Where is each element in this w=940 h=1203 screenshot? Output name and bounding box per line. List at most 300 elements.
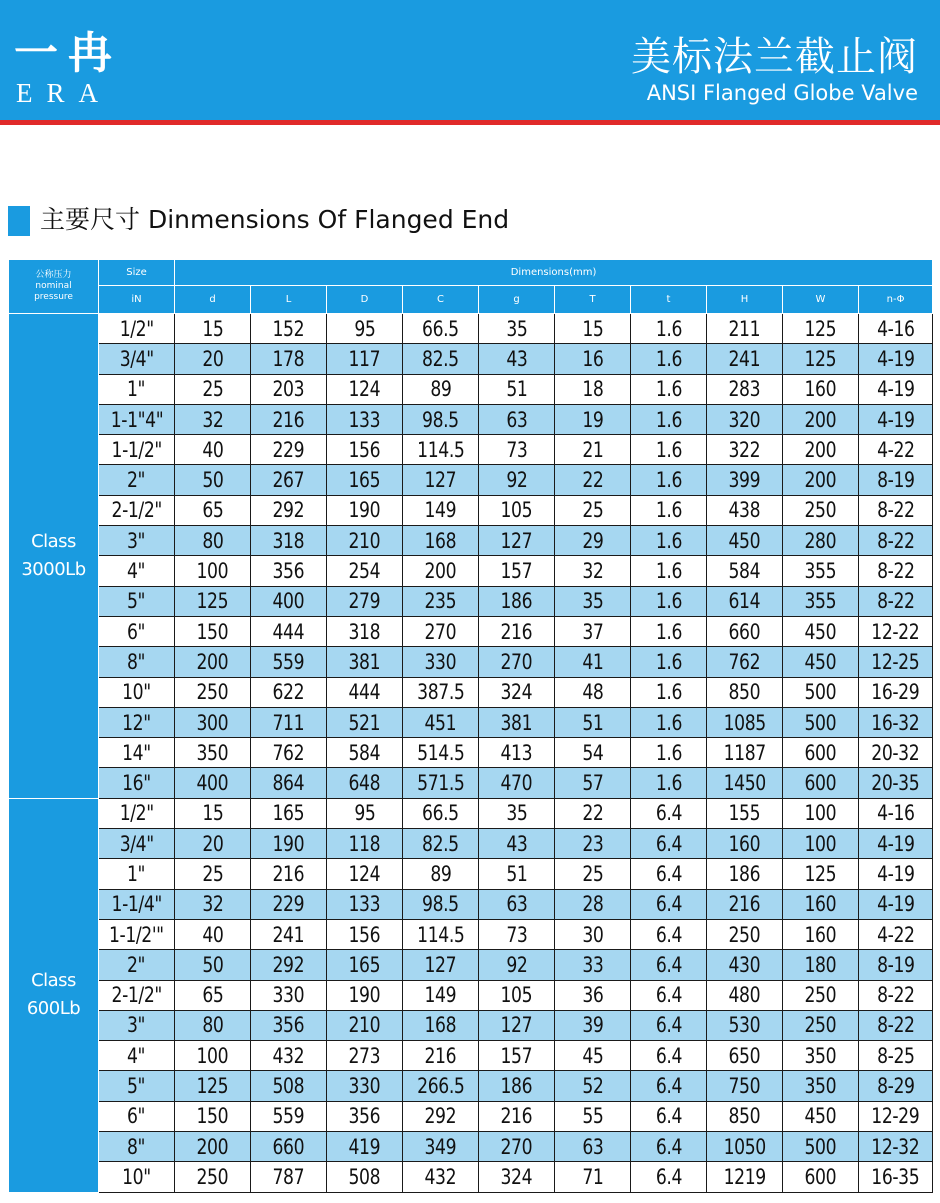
table-row: [9, 465, 933, 495]
cell-text: 250: [196, 1164, 229, 1189]
cell-text: 57: [581, 771, 604, 796]
cell-text: 330: [272, 983, 305, 1008]
cell-text: 300: [196, 710, 229, 735]
value-cell: [175, 829, 251, 859]
cell-text: 66.5: [422, 316, 459, 341]
cell-text: 200: [804, 407, 837, 432]
value-cell: [631, 465, 707, 495]
cell-text: 450: [728, 528, 761, 553]
cell-text: 279: [348, 589, 381, 614]
size-cell: [99, 829, 175, 859]
value-cell: [555, 980, 631, 1010]
cell-text: 1": [127, 861, 146, 886]
cell-text: 250: [804, 498, 837, 523]
cell-text: 125: [196, 1074, 229, 1099]
cell-text: 8-19: [876, 952, 915, 977]
size-cell: [99, 647, 175, 677]
cell-text: 318: [348, 619, 381, 644]
cell-text: 37: [581, 619, 604, 644]
cell-text: 54: [581, 740, 604, 765]
value-cell: [479, 889, 555, 919]
cell-text: 32: [201, 407, 224, 432]
size-cell: [99, 707, 175, 737]
value-cell: [327, 707, 403, 737]
pressure-class-cell: [9, 314, 99, 799]
value-cell: [403, 314, 479, 344]
cell-text: 1.6: [655, 740, 682, 765]
value-cell: [859, 647, 933, 677]
value-cell: [403, 677, 479, 707]
value-cell: [555, 1162, 631, 1192]
cell-text: 387.5: [416, 680, 465, 705]
value-cell: [327, 1041, 403, 1071]
cell-text: 381: [348, 649, 381, 674]
value-cell: [479, 495, 555, 525]
size-cell: [99, 495, 175, 525]
value-cell: [631, 1041, 707, 1071]
value-cell: [707, 616, 783, 646]
value-cell: [327, 1071, 403, 1101]
value-cell: [707, 980, 783, 1010]
cell-text: 156: [348, 922, 381, 947]
cell-text: 25: [201, 861, 224, 886]
value-cell: [783, 1162, 859, 1192]
table-row: [9, 980, 933, 1010]
cell-text: 762: [272, 740, 305, 765]
value-cell: [783, 647, 859, 677]
value-cell: [403, 889, 479, 919]
table-row: [9, 707, 933, 737]
value-cell: [631, 798, 707, 828]
cell-text: 14": [122, 740, 151, 765]
cell-text: 210: [348, 528, 381, 553]
cell-text: 32: [581, 559, 604, 584]
cell-text: 12-29: [871, 1104, 920, 1129]
value-cell: [327, 374, 403, 404]
value-cell: [327, 404, 403, 434]
pressure-cn-label: 公称压力: [35, 270, 72, 280]
cell-text: 157: [500, 1043, 533, 1068]
value-cell: [783, 465, 859, 495]
cell-text: 216: [272, 407, 305, 432]
cell-text: 100: [804, 831, 837, 856]
value-cell: [479, 1132, 555, 1162]
value-cell: [403, 768, 479, 798]
value-cell: [707, 829, 783, 859]
size-cell: [99, 1010, 175, 1040]
cell-text: 330: [348, 1074, 381, 1099]
cell-text: 444: [272, 619, 305, 644]
size-cell: [99, 677, 175, 707]
cell-text: 4-19: [876, 346, 915, 371]
value-cell: [555, 1041, 631, 1071]
cell-text: 133: [348, 892, 381, 917]
cell-text: 2": [127, 468, 146, 493]
value-cell: [783, 586, 859, 616]
size-cell: [99, 798, 175, 828]
cell-text: 530: [728, 1013, 761, 1038]
value-cell: [707, 1010, 783, 1040]
nominal-pressure-header: [9, 260, 99, 314]
table-row: [9, 859, 933, 889]
table-row: [9, 526, 933, 556]
cell-text: 1.6: [655, 528, 682, 553]
cell-text: 6": [127, 619, 146, 644]
value-cell: [479, 616, 555, 646]
cell-text: 432: [272, 1043, 305, 1068]
value-cell: [479, 707, 555, 737]
cell-text: 8-22: [876, 589, 915, 614]
value-cell: [631, 1010, 707, 1040]
cell-text: 165: [348, 952, 381, 977]
cell-text: 2-1/2": [111, 983, 162, 1008]
value-cell: [327, 1132, 403, 1162]
value-cell: [555, 435, 631, 465]
cell-text: 168: [424, 528, 457, 553]
value-cell: [403, 344, 479, 374]
value-cell: [403, 829, 479, 859]
value-cell: [327, 344, 403, 374]
value-cell: [251, 829, 327, 859]
cell-text: 15: [201, 316, 224, 341]
cell-text: 127: [500, 528, 533, 553]
cell-text: 200: [196, 1134, 229, 1159]
value-cell: [403, 707, 479, 737]
value-cell: [631, 526, 707, 556]
cell-text: 6.4: [655, 1013, 682, 1038]
value-cell: [403, 1010, 479, 1040]
table-row: [9, 1010, 933, 1040]
table-row: [9, 1162, 933, 1192]
column-header-5: T: [555, 286, 631, 314]
cell-text: 8-22: [876, 1013, 915, 1038]
cell-text: 1.6: [655, 437, 682, 462]
table-row: [9, 950, 933, 980]
value-cell: [403, 919, 479, 949]
cell-text: 4-19: [876, 407, 915, 432]
value-cell: [555, 465, 631, 495]
value-cell: [251, 950, 327, 980]
cell-text: 8": [127, 1134, 146, 1159]
cell-text: 186: [728, 861, 761, 886]
value-cell: [479, 829, 555, 859]
cell-text: 18: [581, 377, 604, 402]
cell-text: 50: [201, 468, 224, 493]
value-cell: [859, 344, 933, 374]
value-cell: [175, 919, 251, 949]
cell-text: 127: [500, 1013, 533, 1038]
era-logo: [12, 30, 122, 110]
value-cell: [251, 314, 327, 344]
cell-text: 45: [581, 1043, 604, 1068]
cell-text: 100: [804, 801, 837, 826]
cell-text: 356: [272, 1013, 305, 1038]
value-cell: [175, 1162, 251, 1192]
value-cell: [175, 495, 251, 525]
cell-text: 149: [424, 983, 457, 1008]
cell-text: 600: [804, 771, 837, 796]
cell-text: 40: [201, 922, 224, 947]
cell-text: 356: [348, 1104, 381, 1129]
cell-text: 73: [505, 922, 528, 947]
cell-text: 4": [127, 1043, 146, 1068]
value-cell: [479, 919, 555, 949]
cell-text: 2-1/2": [111, 498, 162, 523]
value-cell: [555, 647, 631, 677]
value-cell: [555, 314, 631, 344]
value-cell: [327, 465, 403, 495]
value-cell: [479, 435, 555, 465]
size-cell: [99, 859, 175, 889]
cell-text: 399: [728, 468, 761, 493]
value-cell: [631, 889, 707, 919]
cell-text: 322: [728, 437, 761, 462]
header-divider: [0, 120, 940, 125]
cell-text: 660: [728, 619, 761, 644]
value-cell: [175, 859, 251, 889]
value-cell: [859, 950, 933, 980]
cell-text: 584: [728, 559, 761, 584]
cell-text: 28: [581, 892, 604, 917]
value-cell: [859, 374, 933, 404]
cell-text: 571.5: [416, 771, 465, 796]
cell-text: 1.6: [655, 377, 682, 402]
table-row: [9, 798, 933, 828]
cell-text: 156: [348, 437, 381, 462]
table-row: [9, 435, 933, 465]
value-cell: [631, 919, 707, 949]
cell-text: 33: [581, 952, 604, 977]
value-cell: [403, 556, 479, 586]
value-cell: [631, 768, 707, 798]
value-cell: [555, 1010, 631, 1040]
cell-text: 16-29: [871, 680, 920, 705]
value-cell: [859, 495, 933, 525]
value-cell: [251, 495, 327, 525]
cell-text: 216: [500, 619, 533, 644]
value-cell: [783, 707, 859, 737]
value-cell: [783, 1132, 859, 1162]
cell-text: 12-32: [871, 1134, 920, 1159]
value-cell: [555, 404, 631, 434]
column-header-1: L: [251, 286, 327, 314]
value-cell: [251, 859, 327, 889]
value-cell: [251, 798, 327, 828]
value-cell: [327, 980, 403, 1010]
value-cell: [327, 950, 403, 980]
value-cell: [403, 465, 479, 495]
cell-text: 63: [505, 892, 528, 917]
cell-text: 355: [804, 559, 837, 584]
size-cell: [99, 314, 175, 344]
value-cell: [175, 616, 251, 646]
value-cell: [403, 1162, 479, 1192]
value-cell: [251, 919, 327, 949]
value-cell: [327, 1101, 403, 1131]
cell-text: 203: [272, 377, 305, 402]
cell-text: 254: [348, 559, 381, 584]
value-cell: [251, 616, 327, 646]
cell-text: 4-22: [876, 922, 915, 947]
value-cell: [555, 1132, 631, 1162]
value-cell: [783, 1101, 859, 1131]
cell-text: 250: [804, 983, 837, 1008]
cell-text: 292: [424, 1104, 457, 1129]
cell-text: 270: [500, 1134, 533, 1159]
cell-text: 216: [728, 892, 761, 917]
cell-text: 160: [728, 831, 761, 856]
column-header-6: t: [631, 286, 707, 314]
cell-text: 160: [804, 922, 837, 947]
value-cell: [707, 314, 783, 344]
value-cell: [783, 314, 859, 344]
section-title: 主要尺寸 Dinmensions Of Flanged End: [40, 205, 510, 234]
cell-text: 35: [581, 589, 604, 614]
value-cell: [555, 556, 631, 586]
cell-text: 750: [728, 1074, 761, 1099]
value-cell: [479, 950, 555, 980]
cell-text: 190: [348, 983, 381, 1008]
value-cell: [707, 495, 783, 525]
cell-text: 559: [272, 1104, 305, 1129]
value-cell: [175, 707, 251, 737]
value-cell: [859, 465, 933, 495]
cell-text: 1.6: [655, 559, 682, 584]
size-cell: [99, 980, 175, 1010]
value-cell: [175, 980, 251, 1010]
table-row: [9, 1071, 933, 1101]
value-cell: [783, 859, 859, 889]
value-cell: [859, 889, 933, 919]
cell-text: 850: [728, 680, 761, 705]
value-cell: [859, 1162, 933, 1192]
cell-text: 1-1/4": [111, 892, 162, 917]
pressure-class-value: 3000Lb: [21, 558, 86, 580]
value-cell: [707, 526, 783, 556]
value-cell: [631, 404, 707, 434]
cell-text: 1187: [723, 740, 766, 765]
pressure-class-label: Class: [31, 530, 76, 552]
column-header-3: C: [403, 286, 479, 314]
value-cell: [403, 950, 479, 980]
cell-text: 1.6: [655, 649, 682, 674]
cell-text: 6.4: [655, 1104, 682, 1129]
value-cell: [707, 1041, 783, 1071]
cell-text: 16: [581, 346, 604, 371]
value-cell: [707, 586, 783, 616]
cell-text: 50: [201, 952, 224, 977]
size-cell: [99, 1071, 175, 1101]
value-cell: [479, 404, 555, 434]
cell-text: 22: [581, 801, 604, 826]
value-cell: [403, 798, 479, 828]
cell-text: 127: [424, 468, 457, 493]
value-cell: [327, 829, 403, 859]
cell-text: 152: [272, 316, 305, 341]
value-cell: [555, 829, 631, 859]
cell-text: 15: [581, 316, 604, 341]
column-header-9: n-Φ: [859, 286, 933, 314]
value-cell: [707, 707, 783, 737]
cell-text: 6.4: [655, 892, 682, 917]
cell-text: 4": [127, 559, 146, 584]
cell-text: 95: [353, 801, 376, 826]
cell-text: 600: [804, 740, 837, 765]
value-cell: [327, 495, 403, 525]
cell-text: 1.6: [655, 710, 682, 735]
value-cell: [479, 647, 555, 677]
table-row: [9, 1132, 933, 1162]
value-cell: [859, 829, 933, 859]
value-cell: [783, 495, 859, 525]
value-cell: [327, 677, 403, 707]
cell-text: 614: [728, 589, 761, 614]
value-cell: [859, 738, 933, 768]
table-row: [9, 677, 933, 707]
cell-text: 1/2": [119, 801, 154, 826]
cell-text: 6.4: [655, 952, 682, 977]
cell-text: 114.5: [416, 922, 465, 947]
value-cell: [175, 404, 251, 434]
cell-text: 95: [353, 316, 376, 341]
size-cell: [99, 1101, 175, 1131]
value-cell: [707, 768, 783, 798]
column-header-0: d: [175, 286, 251, 314]
cell-text: 114.5: [416, 437, 465, 462]
cell-text: 149: [424, 498, 457, 523]
cell-text: 80: [201, 528, 224, 553]
table-row: [9, 556, 933, 586]
cell-text: 1.6: [655, 468, 682, 493]
value-cell: [555, 374, 631, 404]
cell-text: 98.5: [422, 407, 459, 432]
value-cell: [783, 616, 859, 646]
cell-text: 23: [581, 831, 604, 856]
cell-text: 216: [424, 1043, 457, 1068]
cell-text: 8-29: [876, 1074, 915, 1099]
cell-text: 521: [348, 710, 381, 735]
value-cell: [175, 1041, 251, 1071]
size-cell: [99, 1132, 175, 1162]
cell-text: 229: [272, 892, 305, 917]
cell-text: 850: [728, 1104, 761, 1129]
value-cell: [327, 859, 403, 889]
pressure-en-label-1: nominal: [35, 281, 72, 291]
value-cell: [783, 768, 859, 798]
cell-text: 4-19: [876, 861, 915, 886]
value-cell: [403, 1071, 479, 1101]
value-cell: [403, 1041, 479, 1071]
cell-text: 211: [728, 316, 761, 341]
value-cell: [555, 1101, 631, 1131]
value-cell: [555, 586, 631, 616]
value-cell: [631, 647, 707, 677]
value-cell: [783, 526, 859, 556]
cell-text: 356: [272, 559, 305, 584]
value-cell: [859, 404, 933, 434]
cell-text: 190: [348, 498, 381, 523]
size-cell: [99, 768, 175, 798]
value-cell: [479, 859, 555, 889]
value-cell: [251, 344, 327, 374]
cell-text: 36: [581, 983, 604, 1008]
value-cell: [555, 616, 631, 646]
cell-text: 48: [581, 680, 604, 705]
cell-text: 8-19: [876, 468, 915, 493]
value-cell: [251, 556, 327, 586]
value-cell: [479, 677, 555, 707]
table-row: [9, 1041, 933, 1071]
